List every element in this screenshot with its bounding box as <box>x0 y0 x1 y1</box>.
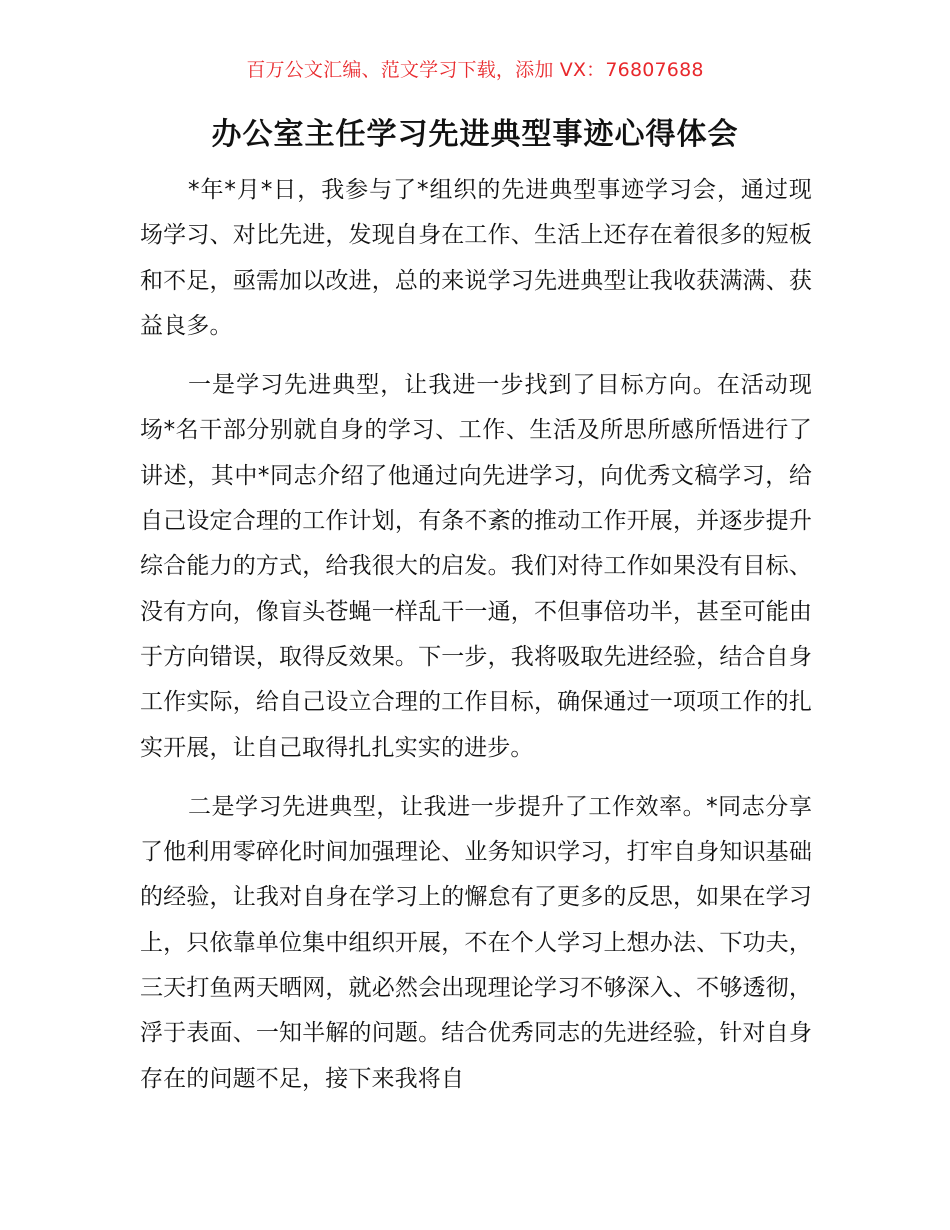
document-body <box>140 168 812 1116</box>
paragraph-point-one: 一是学习先进典型，让我进一步找到了目标方向。在活动现场*名干部分别就自身的学习、工作、生活及所思所感所悟进行了讲述，其中*同志介绍了他通过向先进学习，向优秀文稿学习，给自己设定合理的工作计划，有条不紊的推动工作开展，并逐步提升综合能力的方式，给我很大的启发。我们对待工作如果没有目标、没有方向，像盲头苍蝇一样乱干一通，不但事倍功半，甚至可能由于方向错误，取得反效果。下一步，我将吸取先进经验，结合自身工作实际，给自己设立合理的工作目标，确保通过一项项工作的扎实开展，让自己取得扎扎实实的进步。 <box>140 372 812 761</box>
document-title: 办公室主任学习先进典型事迹心得体会 <box>211 117 739 152</box>
paragraph-point-two: 二是学习先进典型，让我进一步提升了工作效率。*同志分享了他利用零碎化时间加强理论、业务知识学习，打牢自身知识基础的经验，让我对自身在学习上的懈怠有了更多的反思，如果在学习上，只依靠单位集中组织开展，不在个人学习上想办法、下功夫，三天打鱼两天晒网，就必然会出现理论学习不够深入、不够透彻，浮于表面、一知半解的问题。结合优秀同志的先进经验，针对自身存在的问题不足，接下来我将自 <box>140 793 812 1092</box>
paragraph-intro: *年*月*日，我参与了*组织的先进典型事迹学习会，通过现场学习、对比先进，发现自身在工作、生活上还存在着很多的短板和不足，亟需加以改进，总的来说学习先进典型让我收获满满、获益良多。 <box>140 177 812 339</box>
header-banner: 百万公文汇编、范文学习下载，添加 VX：76807688 <box>246 59 704 81</box>
